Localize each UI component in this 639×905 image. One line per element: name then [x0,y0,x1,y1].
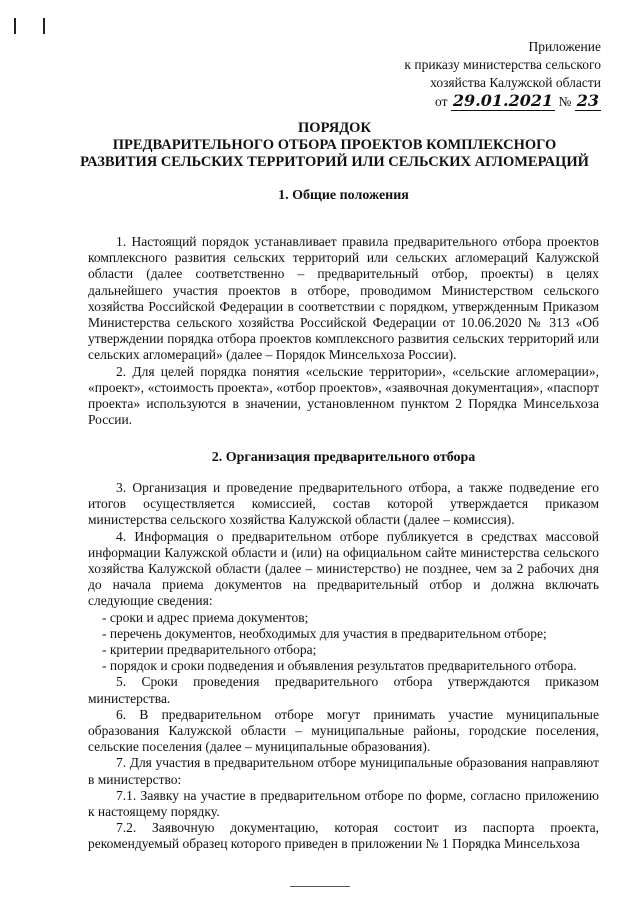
list-item: - порядок и сроки подведения и объявления результатов предварительного отбора. [102,658,577,674]
section-body [88,234,599,428]
paragraph: 7.2. Заявочную документацию, которая состоит из паспорта проекта, рекомендуемый образец которого приведен в приложении № 1 Порядка Минсельхоза [88,820,599,852]
date-prefix: от [435,94,448,109]
handwritten-number: 23 [576,91,599,110]
section-body [88,480,599,853]
paragraph: 7. Для участия в предварительном отборе муниципальные образования направляют в министерство: [88,755,599,787]
annex-line: Приложение [528,39,601,54]
scan-edge-mark [43,18,45,34]
scan-edge-mark [14,18,16,34]
section-heading: 1. Общие положения [278,188,409,203]
paragraph: 3. Организация и проведение предварительного отбора, а также подведение его итогов осуществляется комиссией, состав которой утверждается приказом министерства сельского хозяйства Калужской области (далее – комиссия). [88,480,599,528]
number-prefix: № [558,94,572,109]
annex-line: к приказу министерства сельского [404,57,601,72]
title-line: РАЗВИТИЯ СЕЛЬСКИХ ТЕРРИТОРИЙ ИЛИ СЕЛЬСКИХ АГЛОМЕРАЦИЙ [80,154,589,170]
annex-line: хозяйства Калужской области [430,75,601,90]
paragraph: 2. Для целей порядка понятия «сельские территории», «сельские агломерации», «проект», «стоимость проекта», «отбор проектов», «заявочная документация», «паспорт проекта» используются в значении, установленном пунктом 2 Порядка Минсельхоза России. [88,363,599,428]
title-line: ПОРЯДОК [298,120,371,136]
paragraph: 7.1. Заявку на участие в предварительном отборе по форме, согласно приложению к настоящему порядку. [88,787,599,820]
list-item: - критерии предварительного отбора; [102,642,317,658]
paragraph: 5. Сроки проведения предварительного отбора утверждаются приказом министерства. [88,674,599,706]
handwritten-date: 29.01.2021 [452,91,554,110]
title-line: ПРЕДВАРИТЕЛЬНОГО ОТБОРА ПРОЕКТОВ КОМПЛЕКСНОГО [112,137,557,153]
paragraph: 1. Настоящий порядок устанавливает правила предварительного отбора проектов комплексного развития сельских территорий или сельских агломераций Калужской области (далее соответственно – предварительный отбор, проекты) в целях дальнейшего участия проектов в отборе, проводимом Министерством сельского хозяйства Российской Федерации в соответствии с порядком, утвержденным Приказом Министерства сельского хозяйства Российской Федерации от 10.06.2020 № 313 «Об утверждении порядка отбора проектов комплексного развития сельских территорий или сельских агломераций» (далее – Порядок Минсельхоза России). [88,234,599,363]
footer-divider [290,886,350,887]
paragraph: 6. В предварительном отборе могут принимать участие муниципальные образования Калужской области – муниципальные районы, городские поселения, сельские поселения (далее – муниципальные образования). [88,706,599,755]
section-heading: 2. Организация предварительного отбора [211,450,476,465]
paragraph: 4. Информация о предварительном отборе публикуется в средствах массовой информации Калужской области и (или) на официальном сайте министерства сельского хозяйства Калужской области (далее – министерство) не позднее, чем за 2 рабочих дня до начала приема документов на предварительный отбор и должна включать следующие сведения: [88,528,599,609]
annex-date-line [404,92,601,111]
document-title [60,120,609,171]
annex-block [404,38,601,111]
list-item: - сроки и адрес приема документов; [102,609,309,625]
list-item: - перечень документов, необходимых для участия в предварительном отборе; [102,625,547,641]
